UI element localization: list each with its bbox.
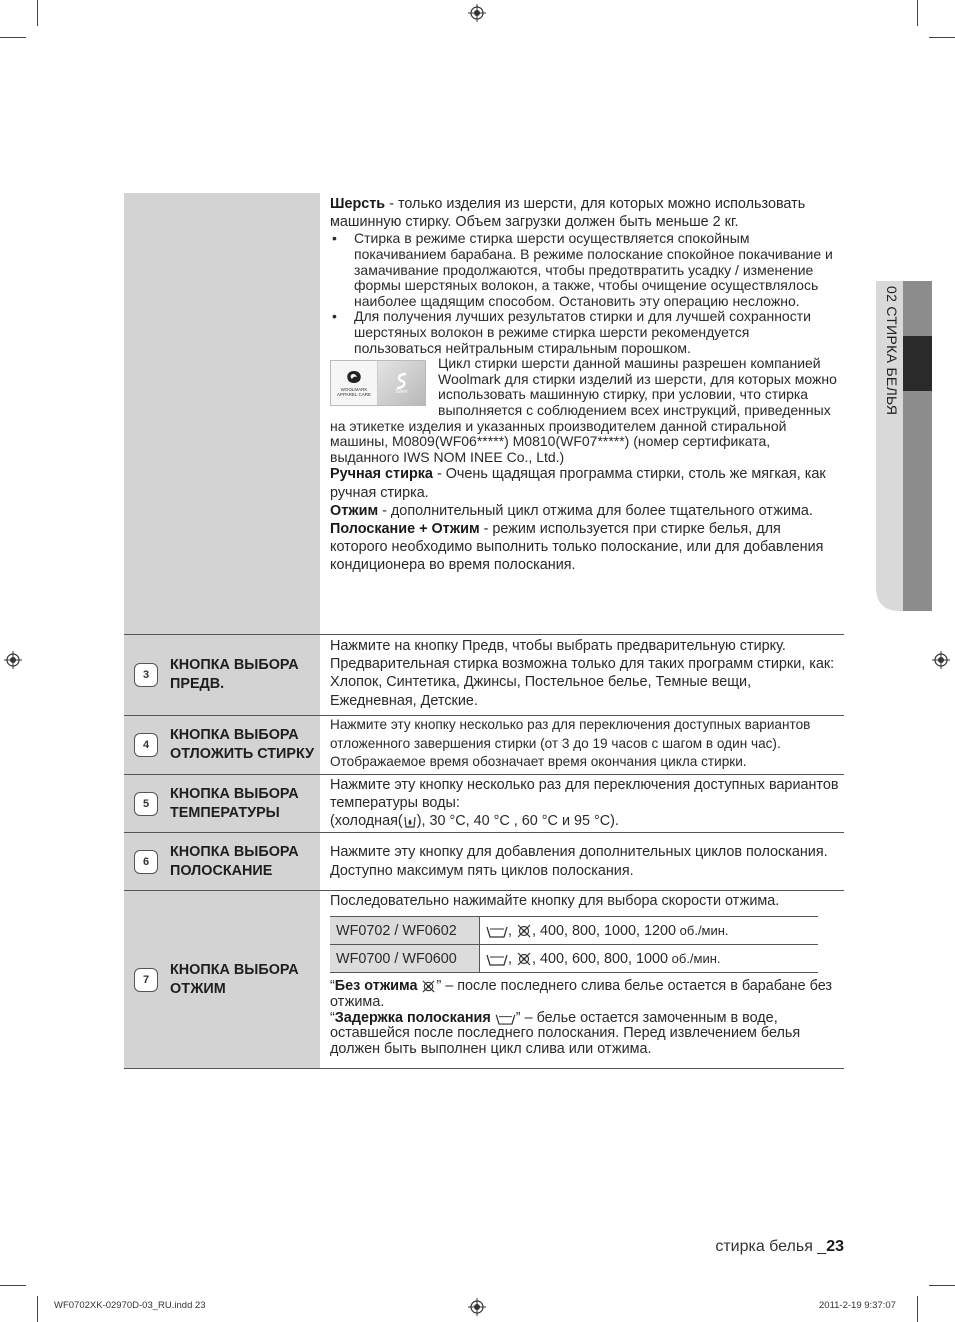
rinse-hold-icon (486, 952, 508, 966)
rinse-hold-icon (486, 924, 508, 938)
speed-values: , 400, 800, 1000, 1200 (532, 922, 677, 939)
no-spin-icon (516, 951, 532, 966)
hand-wash-paragraph (330, 465, 840, 501)
rinse-hold-note: “Задержка полоскания ” – белье остается замоченным в воде, оставшейся после последнего полоскания. Перед извлечением белья должен быть выполнен цикл слива или отжима. (330, 1010, 801, 1057)
wool-intro: - только изделия из шерсти, для которых можно использовать машинную стирку. Объем загрузки должен быть меньше 2 кг. (330, 196, 806, 231)
model-cell: WF0700 / WF0600 (330, 945, 480, 973)
hand-wash-text: - Очень щадящая программа стирки, столь же мягкая, как ручная стирка. (330, 466, 826, 501)
side-tab-label: 02 СТИРКА БЕЛЬЯ (884, 286, 900, 416)
table-row (124, 635, 844, 716)
label-cell (124, 635, 320, 715)
row-description (320, 635, 844, 715)
row-description (320, 891, 844, 1068)
item-number-badge: 5 (134, 792, 158, 816)
temperature-text: Нажмите эту кнопку несколько раз для переключения доступных вариантов температуры воды: (330, 777, 839, 812)
speed-values: , 400, 600, 800, 1000 (532, 950, 669, 967)
crop-mark (917, 0, 918, 26)
program-description-row (124, 193, 844, 635)
label-cell (124, 833, 320, 890)
item-number-badge: 7 (134, 968, 158, 992)
rinse-spin-title: Полоскание + Отжим (330, 520, 480, 537)
crop-mark (929, 1285, 955, 1286)
wool-title: Шерсть (330, 196, 386, 212)
button-label: КНОПКА ВЫБОРА ОТЖИМ (170, 961, 299, 997)
speed-unit: об./мин. (676, 922, 729, 938)
temperature-cold-text: (холодная( (330, 813, 403, 830)
rinse-spin-paragraph (330, 520, 840, 575)
woolmark-block (330, 356, 840, 465)
crop-mark (37, 0, 38, 26)
silver-swoosh-icon (393, 372, 411, 390)
delay-text: Нажмите эту кнопку несколько раз для переключения доступных вариантов отложенного завершения стирки (от 3 до 19 часов с шагом в один час). Отображаемое время обозначает время окончания цикла стирки. (330, 717, 811, 769)
item-number-badge: 4 (134, 733, 158, 757)
speed-cell: , , 400, 600, 800, 1000 об./мин. (480, 945, 819, 973)
item-number-badge: 6 (134, 850, 158, 874)
spin-text: - дополнительный цикл отжима для более тщательного отжима. (378, 502, 813, 519)
hand-wash-title: Ручная стирка (330, 466, 433, 483)
file-info: WF0702XK-02970D-03_RU.indd 23 (54, 1300, 206, 1311)
wool-paragraph (330, 195, 840, 231)
page-footer (715, 1238, 844, 1256)
feature-table (124, 193, 844, 1069)
table-row (330, 917, 818, 945)
label-cell (124, 716, 320, 774)
crop-mark (917, 1296, 918, 1322)
crop-mark (929, 37, 955, 38)
content-cell (320, 193, 844, 634)
no-spin-title: Без отжима (334, 978, 418, 995)
no-spin-text: ” – после последнего слива белье остается в барабане без отжима. (330, 978, 832, 1010)
table-row (124, 833, 844, 891)
button-label: КНОПКА ВЫБОРА ПОЛОСКАНИЕ (170, 843, 299, 879)
rinse-hold-title: Задержка полоскания (334, 1010, 491, 1027)
item-number-badge: 3 (134, 663, 158, 687)
spin-paragraph (330, 502, 840, 520)
silver-text: Silver (395, 388, 408, 395)
rinse-spin-text: - режим используется при стирке белья, для которого необходимо выполнить только полоскание, или для добавления кондиционера во время полоскания. (330, 520, 824, 574)
woolmark-logo (330, 360, 426, 406)
woolmark-text: WOOLMARK (340, 387, 368, 393)
rinse-hold-text: ” – белье остается замоченным в воде, оставшейся после последнего полоскания. Перед извлечением белья должен быть выполнен цикл слива или отжима. (330, 1010, 801, 1057)
prewash-text: Нажмите на кнопку Предв, чтобы выбрать предварительную стирку. Предварительная стирка возможна только для таких программ стирки, как: Хлопок, Синтетика, Джинсы, Постельное белье, Темные вещи, Ежедневная, Детские. (330, 638, 835, 709)
registration-mark-icon (4, 651, 22, 669)
crop-mark (0, 1285, 26, 1286)
label-cell (124, 193, 320, 634)
row-description (320, 833, 844, 890)
page-number: 23 (826, 1238, 844, 1255)
footer-label: стирка белья _ (715, 1238, 827, 1255)
table-row (330, 945, 818, 973)
table-row (124, 891, 844, 1069)
woolmark-logo-left (331, 361, 378, 405)
woolmark-subtext: APPAREL CARE (336, 392, 371, 398)
no-spin-icon (421, 979, 436, 993)
label-cell (124, 775, 320, 832)
row-description (320, 775, 844, 832)
spin-speed-text: Последовательно нажимайте кнопку для выбора скорости отжима. (330, 893, 780, 909)
row-description (320, 716, 844, 774)
temperature-values-text: ), 30 °C, 40 °C , 60 °C и 95 °C). (416, 813, 619, 830)
crop-mark (0, 37, 26, 38)
button-label: КНОПКА ВЫБОРА ОТЛОЖИТЬ СТИРКУ (170, 727, 315, 762)
spin-speed-table (330, 916, 818, 973)
button-label: КНОПКА ВЫБОРА ПРЕДВ. (170, 657, 299, 692)
model-cell: WF0702 / WF0602 (330, 917, 480, 945)
speed-unit: об./мин. (668, 950, 721, 966)
no-spin-icon (516, 923, 532, 938)
rinse-hold-icon (495, 1012, 516, 1025)
label-cell (124, 891, 320, 1068)
crop-mark (37, 1296, 38, 1322)
rinse-text: Нажмите эту кнопку для добавления дополнительных циклов полоскания. Доступно максимум пять циклов полоскания. (330, 844, 828, 879)
registration-mark-icon (468, 4, 486, 22)
print-date: 2011-2-19 9:37:07 (819, 1300, 896, 1311)
table-row (124, 775, 844, 833)
registration-mark-icon (932, 651, 950, 669)
temperature-values (330, 812, 840, 830)
woolmark-icon (344, 369, 364, 387)
woolmark-text: Цикл стирки шерсти данной машины разрешен компанией Woolmark для стирки изделий из шерсти, для которых можно использовать машинную стирку, при условии, что стирка выполняется с соблюдением всех инструкций, приведенных на этикетке изделия и указанных производителем данной стиральной машины, M0809(WF06*****) M0810(WF07*****) (номер сертификата, выданного IWS NOM INEE Co., Ltd.) (330, 356, 837, 465)
cold-water-icon (403, 814, 417, 829)
no-spin-note: “Без отжима ” – после последнего слива белье остается в барабане без отжима. (330, 978, 832, 1010)
button-label: КНОПКА ВЫБОРА ТЕМПЕРАТУРЫ (170, 785, 299, 821)
silver-badge (378, 361, 425, 405)
table-row (124, 716, 844, 775)
wool-bullet: • Стирка в режиме стирка шерсти осуществляется спокойным покачиванием барабана. В режиме полоскание спокойное покачивание и замачивание продолжаются, чтобы предотвратить усадку / изменение формы шерстяных волокон, а также, чтобы очищение осуществлялось наиболее щадящим способом. Остановить эту операцию несложно. (330, 231, 840, 309)
registration-mark-icon (468, 1298, 486, 1316)
speed-cell: , , 400, 800, 1000, 1200 об./мин. (480, 917, 819, 945)
spin-title: Отжим (330, 502, 379, 519)
wool-bullet: • Для получения лучших результатов стирки и для лучшей сохранности шерстяных волокон в режиме стирка шерсти рекомендуется пользоваться нейтральным стиральным порошком. (330, 309, 840, 356)
